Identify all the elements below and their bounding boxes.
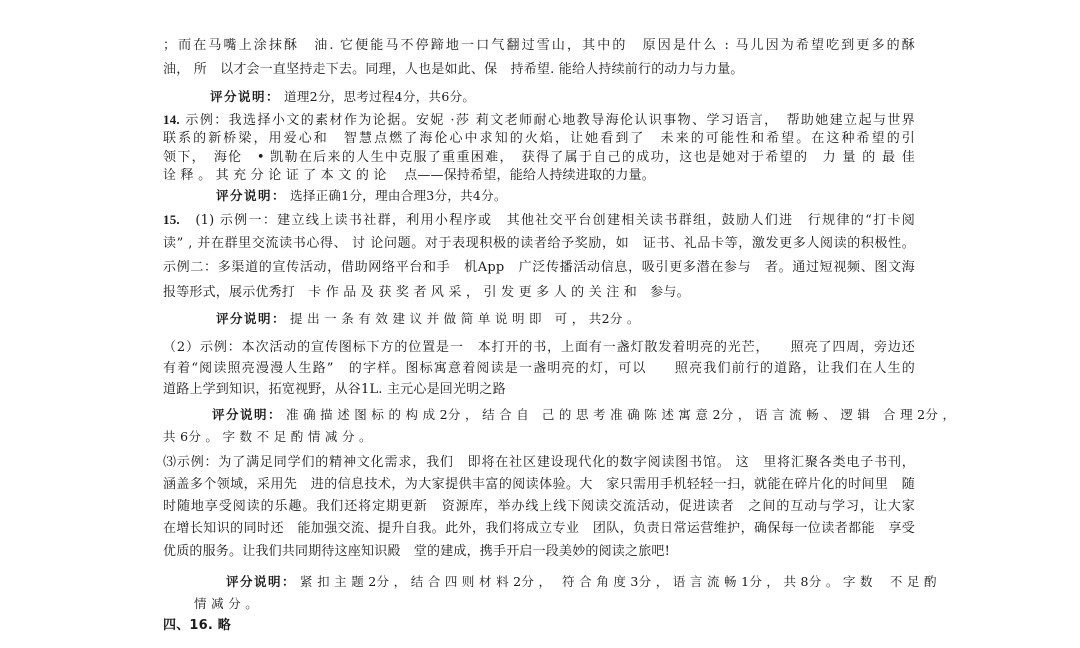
scoring-note-label: 评分说明： (210, 89, 281, 104)
section-heading: 四、16. 略 (163, 618, 231, 633)
scoring-note-label: 评分说明： (212, 407, 283, 422)
text-line: 优质的服务。让我们共同期待这座知识殿 堂的建成，携手开启一段美妙的阅读之旅吧! (163, 544, 671, 559)
scoring-note (226, 572, 937, 592)
scoring-note (216, 186, 507, 206)
scoring-note (210, 87, 475, 107)
text-line: （2）示例：本次活动的宣传图标下方的位置是一 本打开的书，上面有一盏灯散发着明亮的光芒， 照亮了四周，旁边还 (163, 340, 915, 355)
text-line: 道路上学到知识，拓宽视野，从谷1L. 主元心是回光明之路 (163, 382, 506, 397)
text-line: 示例二：多渠道的宣传活动，借助网络平台和手 机App 广泛传播活动信息，吸引更多潜在参与 者。通过短视频、图文海 (163, 260, 915, 275)
scoring-note-text: 提 出 一 条 有 效 建 议 并 做 简 单 说 明 即 可 ， 共2分 。 (290, 311, 640, 326)
text-line: 读” , 并在群里交流读书心得、 讨 论问题。对于表现积极的读者给予奖励，如 证书、礼品卡等，激发更多人阅读的积极性。 (163, 236, 915, 251)
text-line: 诠 释 。 其 充 分 论 证 了 本 文 的 论 点——保持希望，能给人持续进取的力量。 (163, 168, 655, 183)
scoring-note-text: 准 确 描 述 图 标 的 构 成 2分 ， 结 合 自 己 的 思 考 准 确 陈 述 寓 意 2分 ， 语 言 流 畅 、 逻 辑 合 理 2分 ， (286, 407, 956, 422)
scoring-note-text: 道理2分，思考过程4分，共6分。 (284, 89, 476, 104)
text-line: 油， 所 以才会一直坚持走下去。同理，人也是如此、保 持希望. 能给人持续前行的动力与力量。 (163, 62, 744, 77)
text-line: ⑶示例：为了满足同学们的精神文化需求，我们 即将在社区建设现代化的数字阅读图书馆。 这 里将汇聚各类电子书刊， (163, 455, 915, 470)
text-line: 在增长知识的同时还 能加强交流、提升自我。此外，我们将成立专业 团队，负责日常运营维护，确保每一位读者都能 享受 (163, 521, 915, 536)
question-number: 15. (163, 212, 180, 227)
scoring-note-label: 评分说明： (216, 188, 287, 203)
text-line: 15. (1) 示例一：建立线上读书社群，利用小程序或 其他社交平台创建相关读书群组，鼓励人们进 行规律的“打卡阅 (163, 212, 915, 228)
scoring-note-text: 紧 扣 主 题 2分 ， 结 合 四 则 材 料 2分 ， 符 合 角 度 3分 ， 语 言 流 畅 1分 ， 共 8分 。 字 数 不 足 酌 (300, 574, 937, 589)
scoring-note-text: 选择正确1分，理由合理3分，共4分。 (290, 188, 507, 203)
scoring-note (212, 405, 955, 425)
scoring-note-continued: 共 6分 。 字 数 不 足 酌 情 减 分 。 (163, 429, 372, 444)
scoring-note-continued: 情 减 分 。 (194, 596, 259, 611)
text-line: 14. 示例：我选择小文的素材作为论据。安妮 ·莎 莉文老师耐心地教导海伦认识事物、学习语言， 帮助她建立起与世界 (163, 112, 915, 128)
text-line: ；而在马嘴上涂抹酥 油. 它便能马不停蹄地一口气翻过雪山，其中的 原因是什么 : 马儿因为希望吃到更多的酥 (163, 38, 915, 53)
scoring-note (216, 309, 640, 329)
text-line: 报等形式，展示优秀打 卡 作 品 及 获 奖 者 风 采 ， 引 发 更 多 人 的 关 注 和 参与。 (163, 285, 690, 300)
question-number: 14. (163, 112, 180, 127)
scoring-note-label: 评分说明： (226, 574, 297, 589)
scoring-note-label: 评分说明： (216, 311, 287, 326)
text-line: 时随地享受阅读的乐趣。我们还将定期更新 资源库，举办线上线下阅读交流活动，促进读者 之间的互动与学习，让大家 (163, 499, 915, 514)
text-line: 涵盖多个领域，采用先 进的信息技术，为大家提供丰富的阅读体验。大 家只需用手机轻轻一扫，就能在碎片化的时间里 随 (163, 477, 915, 492)
text-line: 有着“阅读照亮漫漫人生路” 的字样。图标寓意着阅读是一盏明亮的灯，可以 照亮我们前行的道路，让我们在人生的 (163, 361, 915, 376)
text-line: 联系的新桥梁，用爱心和 智慧点燃了海伦心中求知的火焰，让她看到了 未来的可能性和希望。在这种希望的引 (163, 131, 915, 146)
text-line: 领下， 海伦 • 凯勒在后来的人生中克服了重重困难， 获得了属于自己的成功，这也是她对于希望的 力 量 的 最 佳 (163, 150, 915, 165)
